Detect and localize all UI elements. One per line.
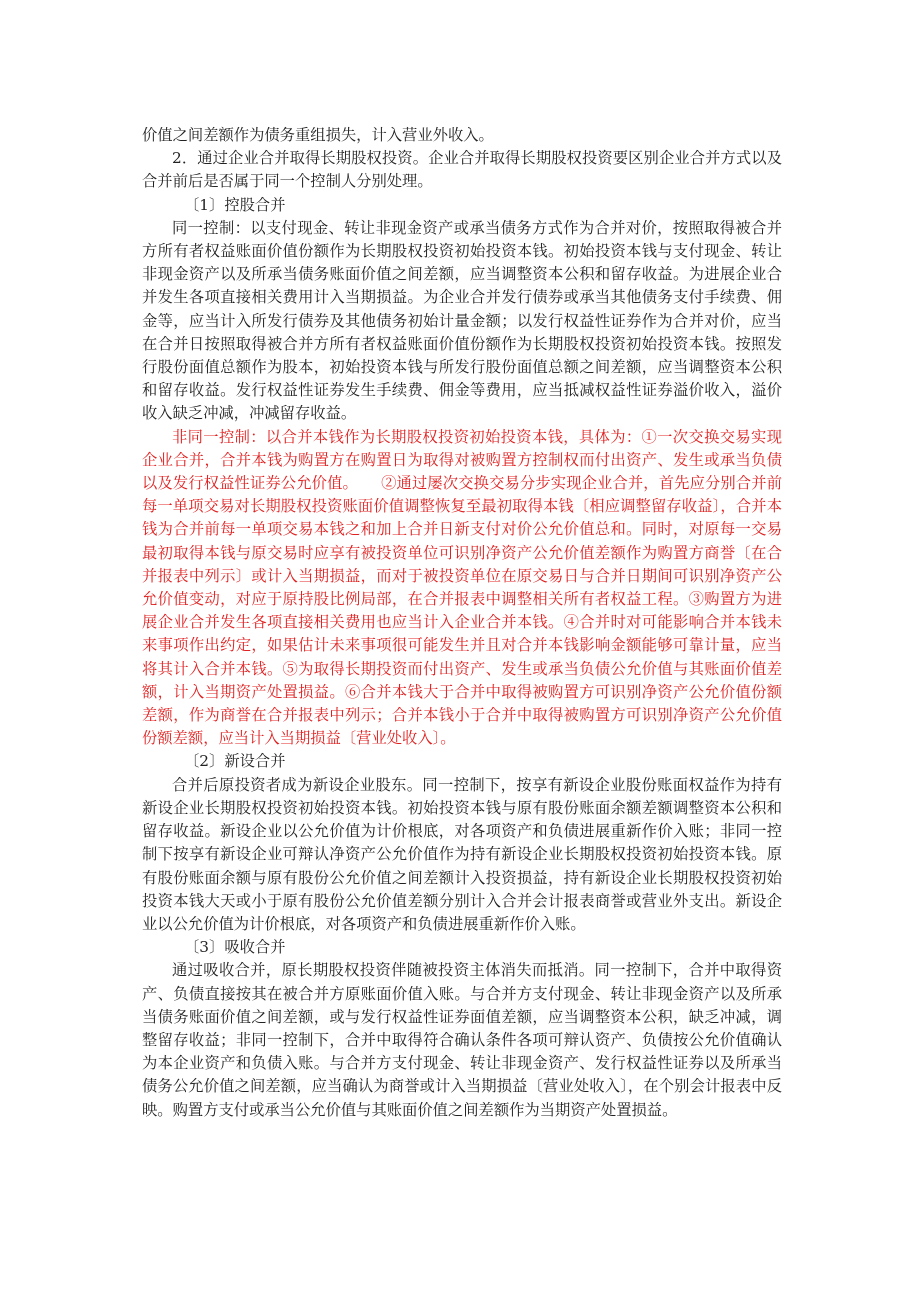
heading-new-merger: 〔2〕新设合并	[184, 752, 286, 771]
paragraph-non-same-control: 非同一控制：以合并本钱作为长期股权投资初始投资本钱，具体为：①一次交换交易实现企业合并，合并本钱为购置方在购置日为取得对被购置方控制权而付出资产、发生或承当负债以及发行权益性证券公允价值。 ②通过屡次交换交易分步实现企业合并，首先应分别合并前每一单项交易对长期股权投资账面价值调整恢复至最初取得本钱〔相应调整留存收益〕，合并本钱为合并前每一单项交易本钱之和加上合并日新支付对价公允价值总和。同时，对原每一交易最初取得本钱与原交易时应享有被投资单位可识别净资产公允价值差额作为购置方商誉〔在合并报表中列示〕或计入当期损益，而对于被投资单位在原交易日与合并日期间可识别净资产公允价值变动，对应于原持股比例局部，在合并报表中调整相关所有者权益工程。③购置方为进展企业合并发生各项直接相关费用也应当计入企业合并本钱。④合并时对可能影响合并本钱未来事项作出约定，如果估计未来事项很可能发生并且对合并本钱影响金额能够可靠计量，应当将其计入合并本钱。⑤为取得长期投资而付出资产、发生或承当负债公允价值与其账面价值差额，计入当期资产处置损益。⑥合并本钱大于合并中取得被购置方可识别净资产公允价值份额差额，作为商誉在合并报表中列示；合并本钱小于合并中取得被购置方可识别净资产公允价值份额差额，应当计入当期损益〔营业处收入〕。	[142, 427, 782, 748]
heading-absorption-merger: 〔3〕吸收合并	[184, 938, 286, 957]
paragraph-section-2: 2．通过企业合并取得长期股权投资。企业合并取得长期股权投资要区别企业合并方式以及合并前后是否属于同一个控制人分别处理。	[142, 149, 782, 191]
paragraph-absorption-merger: 通过吸收合并，原长期股权投资伴随被投资主体消失而抵消。同一控制下，合并中取得资产、负债直接按其在被合并方原账面价值入账。与合并方支付现金、转让非现金资产以及所承当债务账面价值之间差额，或与发行权益性证券面值差额，应当调整资本公积，缺乏冲减，调整留存收益；非同一控制下，合并中取得符合确认条件各项可辩认资产、负债按公允价值确认为本企业资产和负债入账。与合并方支付现金、转让非现金资产、发行权益性证券以及所承当债务公允价值之间差额，应当确认为商誉或计入当期损益〔营业处收入〕，在个别会计报表中反映。购置方支付或承当公允价值与其账面价值之间差额作为当期资产处置损益。	[142, 961, 782, 1119]
paragraph-new-merger: 合并后原投资者成为新设企业股东。同一控制下，按享有新设企业股份账面权益作为持有新设企业长期股权投资初始投资本钱。初始投资本钱与原有股份账面余额差额调整资本公积和留存收益。新设企业以公允价值为计价根底，对各项资产和负债进展重新作价入账；非同一控制下按享有新设企业可辩认净资产公允价值作为持有新设企业长期股权投资初始投资本钱。原有股份账面余额与原有股份公允价值之间差额计入投资损益，持有新设企业长期股权投资初始投资本钱大天或小于原有股份公允价值差额分别计入合并会计报表商誉或营业外支出。新设企业以公允价值为计价根底，对各项资产和负债进展重新作价入账。	[142, 775, 782, 933]
paragraph-same-control: 同一控制：以支付现金、转让非现金资产或承当债务方式作为合并对价，按照取得被合并方所有者权益账面价值份额作为长期股权投资初始投资本钱。初始投资本钱与支付现金、转让非现金资产以及所承当债务账面价值之间差额，应当调整资本公积和留存收益。为进展企业合并发生各项直接相关费用计入当期损益。为企业合并发行债券或承当其他债务支付手续费、佣金等，应当计入所发行债券及其他债务初始计量金额；以发行权益性证券作为合并对价，应当在合并日按照取得被合并方所有者权益账面价值份额作为长期股权投资初始投资本钱。按照发行股份面值总额作为股本，初始投资本钱与所发行股份面值总额之间差额，应当调整资本公积和留存收益。发行权益性证券发生手续费、佣金等费用，应当抵减权益性证券溢价收入，溢价收入缺乏冲减，冲减留存收益。	[142, 218, 782, 423]
paragraph-continuation: 价值之间差额作为债务重组损失，计入营业外收入。	[142, 126, 494, 144]
heading-holding-merger: 〔1〕控股合并	[184, 195, 286, 214]
